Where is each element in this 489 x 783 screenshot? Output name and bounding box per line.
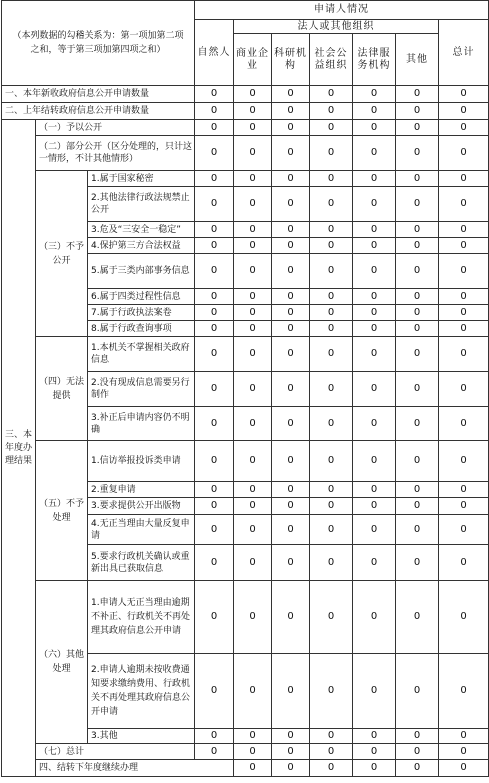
value-cell: 0 — [353, 441, 396, 482]
header-legal-group: 法人或其他组织 — [234, 20, 439, 34]
value-cell: 0 — [234, 441, 272, 482]
value-cell: 0 — [439, 760, 489, 777]
value-cell: 0 — [195, 103, 234, 120]
value-cell: 0 — [439, 187, 489, 222]
value-cell: 0 — [439, 515, 489, 545]
table-row — [2, 744, 489, 760]
value-cell: 0 — [439, 305, 489, 321]
header-note: （本列数据的勾稽关系为：第一项加第二项之和，等于第三项加第四项之和） — [2, 1, 195, 86]
row-label: 1.本机关不掌握相关政府信息 — [88, 337, 195, 372]
value-cell: 0 — [396, 238, 439, 254]
value-cell: 0 — [195, 238, 234, 254]
value-cell: 0 — [195, 254, 234, 289]
disclosure-statistics-table — [1, 0, 489, 777]
value-cell: 0 — [353, 254, 396, 289]
value-cell: 0 — [310, 321, 353, 337]
value-cell: 0 — [272, 760, 310, 777]
value-cell: 0 — [439, 120, 489, 136]
value-cell: 0 — [310, 136, 353, 171]
value-cell: 0 — [353, 289, 396, 305]
value-cell: 0 — [195, 581, 234, 654]
value-cell: 0 — [353, 498, 396, 515]
table-row — [2, 760, 489, 777]
value-cell: 0 — [353, 337, 396, 372]
group-cannot-provide: （四）无法提供 — [36, 337, 88, 441]
value-cell: 0 — [272, 187, 310, 222]
row-label: 2.申请人逾期未按收费通知要求缴纳费用、行政机关不再处理其政府信息公开申请 — [88, 654, 195, 729]
value-cell: 0 — [310, 254, 353, 289]
value-cell: 0 — [396, 654, 439, 729]
table-row — [2, 441, 489, 482]
value-cell: 0 — [195, 482, 234, 498]
row-label: 2.其他法律行政法规禁止公开 — [88, 187, 195, 222]
value-cell: 0 — [272, 254, 310, 289]
row-label: 二、上年结转政府信息公开申请数量 — [2, 103, 195, 120]
value-cell: 0 — [234, 305, 272, 321]
value-cell: 0 — [234, 545, 272, 581]
value-cell: 0 — [234, 407, 272, 441]
value-cell: 0 — [396, 337, 439, 372]
value-cell: 0 — [234, 238, 272, 254]
value-cell: 0 — [234, 222, 272, 238]
value-cell: 0 — [353, 120, 396, 136]
table-row — [2, 86, 489, 103]
value-cell: 0 — [272, 581, 310, 654]
value-cell: 0 — [439, 744, 489, 760]
value-cell: 0 — [234, 498, 272, 515]
value-cell: 0 — [272, 86, 310, 103]
value-cell: 0 — [353, 86, 396, 103]
value-cell: 0 — [234, 120, 272, 136]
value-cell: 0 — [195, 498, 234, 515]
value-cell: 0 — [310, 744, 353, 760]
value-cell: 0 — [310, 545, 353, 581]
value-cell: 0 — [310, 86, 353, 103]
value-cell: 0 — [396, 187, 439, 222]
value-cell: 0 — [439, 254, 489, 289]
value-cell: 0 — [310, 103, 353, 120]
header-commercial: 商业企业 — [234, 34, 272, 86]
value-cell: 0 — [272, 321, 310, 337]
value-cell: 0 — [195, 305, 234, 321]
value-cell: 0 — [396, 289, 439, 305]
value-cell: 0 — [234, 515, 272, 545]
value-cell: 0 — [353, 171, 396, 187]
value-cell: 0 — [353, 372, 396, 407]
row-label: （一）予以公开 — [36, 120, 195, 136]
value-cell: 0 — [353, 136, 396, 171]
group-not-process: （五）不予处理 — [36, 441, 88, 581]
value-cell: 0 — [353, 222, 396, 238]
value-cell: 0 — [310, 498, 353, 515]
value-cell: 0 — [272, 545, 310, 581]
value-cell: 0 — [439, 321, 489, 337]
header-other: 其他 — [396, 34, 439, 86]
value-cell: 0 — [234, 289, 272, 305]
value-cell: 0 — [234, 482, 272, 498]
value-cell: 0 — [272, 120, 310, 136]
value-cell: 0 — [272, 337, 310, 372]
value-cell: 0 — [353, 654, 396, 729]
value-cell: 0 — [396, 222, 439, 238]
value-cell: 0 — [310, 482, 353, 498]
value-cell: 0 — [396, 545, 439, 581]
value-cell: 0 — [195, 289, 234, 305]
value-cell: 0 — [234, 171, 272, 187]
row-label: 3.要求提供公开出版物 — [88, 498, 195, 515]
value-cell: 0 — [310, 581, 353, 654]
value-cell: 0 — [272, 407, 310, 441]
value-cell: 0 — [310, 372, 353, 407]
value-cell: 0 — [195, 372, 234, 407]
value-cell: 0 — [396, 103, 439, 120]
row-label: 7.属于行政执法案卷 — [88, 305, 195, 321]
value-cell: 0 — [272, 136, 310, 171]
value-cell: 0 — [396, 321, 439, 337]
value-cell: 0 — [439, 545, 489, 581]
value-cell: 0 — [310, 289, 353, 305]
value-cell: 0 — [310, 441, 353, 482]
value-cell: 0 — [195, 86, 234, 103]
value-cell: 0 — [234, 729, 272, 744]
value-cell: 0 — [195, 136, 234, 171]
value-cell: 0 — [353, 321, 396, 337]
value-cell: 0 — [234, 760, 272, 777]
value-cell: 0 — [195, 222, 234, 238]
value-cell: 0 — [396, 744, 439, 760]
value-cell: 0 — [272, 654, 310, 729]
value-cell: 0 — [234, 136, 272, 171]
value-cell: 0 — [272, 289, 310, 305]
value-cell: 0 — [353, 744, 396, 760]
value-cell: 0 — [396, 515, 439, 545]
value-cell: 0 — [396, 407, 439, 441]
value-cell: 0 — [353, 407, 396, 441]
value-cell: 0 — [234, 654, 272, 729]
row-label: 4.保护第三方合法权益 — [88, 238, 195, 254]
group-no-disclose: （三）不予公开 — [36, 171, 88, 337]
value-cell: 0 — [396, 254, 439, 289]
value-cell: 0 — [272, 482, 310, 498]
value-cell: 0 — [310, 120, 353, 136]
row-label: 3.补正后申请内容仍不明确 — [88, 407, 195, 441]
value-cell: 0 — [272, 744, 310, 760]
value-cell: 0 — [195, 337, 234, 372]
value-cell: 0 — [272, 305, 310, 321]
value-cell: 0 — [396, 86, 439, 103]
value-cell: 0 — [195, 187, 234, 222]
value-cell: 0 — [234, 86, 272, 103]
value-cell: 0 — [396, 729, 439, 744]
group-result: 三、本年度办理结果 — [2, 120, 36, 777]
value-cell: 0 — [195, 407, 234, 441]
table-row — [2, 120, 489, 136]
value-cell: 0 — [272, 372, 310, 407]
value-cell: 0 — [439, 238, 489, 254]
row-label: 一、本年新收政府信息公开申请数量 — [2, 86, 195, 103]
row-label: 5.要求行政机关确认或重新出具已获取信息 — [88, 545, 195, 581]
value-cell: 0 — [439, 729, 489, 744]
value-cell: 0 — [195, 654, 234, 729]
header-legal-service: 法律服务机构 — [353, 34, 396, 86]
table-row — [2, 103, 489, 120]
value-cell: 0 — [310, 305, 353, 321]
value-cell: 0 — [234, 337, 272, 372]
value-cell: 0 — [310, 337, 353, 372]
value-cell: 0 — [353, 482, 396, 498]
table-row — [2, 337, 489, 372]
value-cell: 0 — [396, 136, 439, 171]
value-cell: 0 — [439, 222, 489, 238]
value-cell: 0 — [439, 498, 489, 515]
value-cell: 0 — [439, 171, 489, 187]
value-cell: 0 — [234, 103, 272, 120]
row-label: 1.信访举报投诉类申请 — [88, 441, 195, 482]
value-cell: 0 — [353, 729, 396, 744]
value-cell: 0 — [439, 337, 489, 372]
value-cell: 0 — [234, 187, 272, 222]
value-cell: 0 — [353, 545, 396, 581]
row-label: （二）部分公开（区分处理的，只计这一情形，不计其他情形） — [36, 136, 195, 171]
value-cell: 0 — [272, 498, 310, 515]
row-label: 3.其他 — [88, 729, 195, 744]
row-label: 3.危及“三安全一稳定” — [88, 222, 195, 238]
value-cell: 0 — [353, 187, 396, 222]
table-row — [2, 171, 489, 187]
value-cell: 0 — [353, 238, 396, 254]
row-label: 2.没有现成信息需要另行制作 — [88, 372, 195, 407]
value-cell: 0 — [396, 372, 439, 407]
value-cell: 0 — [353, 581, 396, 654]
value-cell: 0 — [272, 515, 310, 545]
value-cell: 0 — [310, 238, 353, 254]
value-cell: 0 — [396, 171, 439, 187]
value-cell: 0 — [195, 120, 234, 136]
value-cell: 0 — [396, 305, 439, 321]
value-cell: 0 — [353, 305, 396, 321]
row-label: 1.申请人无正当理由逾期不补正、行政机关不再处理其政府信息公开申请 — [88, 581, 195, 654]
row-label: 8.属于行政查询事项 — [88, 321, 195, 337]
value-cell: 0 — [310, 729, 353, 744]
value-cell: 0 — [396, 441, 439, 482]
value-cell: 0 — [439, 372, 489, 407]
row-label: 四、结转下年度继续办理 — [36, 760, 234, 777]
header-natural-person: 自然人 — [195, 20, 234, 86]
value-cell: 0 — [272, 222, 310, 238]
value-cell: 0 — [396, 482, 439, 498]
value-cell: 0 — [439, 581, 489, 654]
value-cell: 0 — [310, 407, 353, 441]
header-social: 社会公益组织 — [310, 34, 353, 86]
value-cell: 0 — [439, 86, 489, 103]
value-cell: 0 — [439, 654, 489, 729]
value-cell: 0 — [310, 760, 353, 777]
value-cell: 0 — [439, 441, 489, 482]
value-cell: 0 — [439, 103, 489, 120]
value-cell: 0 — [353, 103, 396, 120]
value-cell: 0 — [439, 482, 489, 498]
value-cell: 0 — [272, 171, 310, 187]
value-cell: 0 — [396, 760, 439, 777]
value-cell: 0 — [195, 441, 234, 482]
value-cell: 0 — [439, 407, 489, 441]
value-cell: 0 — [272, 729, 310, 744]
value-cell: 0 — [353, 760, 396, 777]
value-cell: 0 — [234, 581, 272, 654]
row-label: 6.属于四类过程性信息 — [88, 289, 195, 305]
value-cell: 0 — [310, 222, 353, 238]
row-label: 2.重复申请 — [88, 482, 195, 498]
value-cell: 0 — [353, 515, 396, 545]
value-cell: 0 — [195, 171, 234, 187]
value-cell: 0 — [439, 289, 489, 305]
value-cell: 0 — [195, 545, 234, 581]
value-cell: 0 — [195, 515, 234, 545]
value-cell: 0 — [234, 254, 272, 289]
value-cell: 0 — [310, 187, 353, 222]
value-cell: 0 — [234, 321, 272, 337]
table-row — [2, 581, 489, 654]
header-row-1 — [2, 1, 489, 20]
table-row — [2, 136, 489, 171]
row-label: 4.无正当理由大量反复申请 — [88, 515, 195, 545]
value-cell: 0 — [310, 515, 353, 545]
value-cell: 0 — [310, 171, 353, 187]
value-cell: 0 — [396, 498, 439, 515]
value-cell: 0 — [234, 372, 272, 407]
value-cell: 0 — [195, 729, 234, 744]
value-cell: 0 — [272, 238, 310, 254]
value-cell: 0 — [234, 744, 272, 760]
row-label: 1.属于国家秘密 — [88, 171, 195, 187]
group-other-process: （六）其他处理 — [36, 581, 88, 744]
header-applicant-info: 申请人情况 — [195, 1, 489, 20]
value-cell: 0 — [195, 744, 234, 760]
value-cell: 0 — [272, 103, 310, 120]
value-cell: 0 — [396, 581, 439, 654]
value-cell: 0 — [195, 321, 234, 337]
header-research: 科研机构 — [272, 34, 310, 86]
row-label: （七）总计 — [36, 744, 195, 760]
header-total: 总计 — [439, 20, 489, 86]
value-cell: 0 — [272, 441, 310, 482]
value-cell: 0 — [310, 654, 353, 729]
value-cell: 0 — [439, 136, 489, 171]
value-cell: 0 — [396, 120, 439, 136]
row-label: 5.属于三类内部事务信息 — [88, 254, 195, 289]
